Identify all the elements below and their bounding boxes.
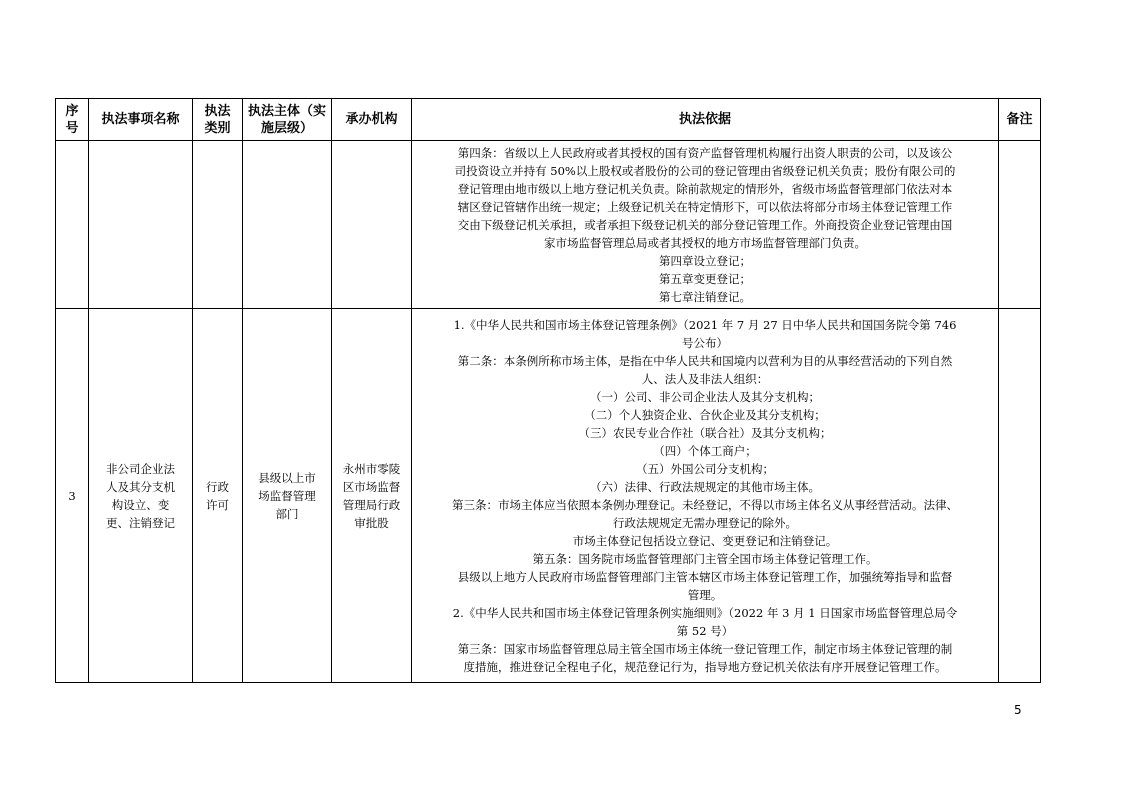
basis-line: （一）公司、非公司企业法人及其分支机构； — [590, 389, 820, 404]
agency-cell — [332, 141, 412, 309]
basis-line: 人、法人及非法人组织： — [641, 371, 769, 386]
basis-line: 市场主体登记包括设立登记、变更登记和注销登记。 — [572, 533, 838, 548]
remark-cell — [999, 309, 1041, 683]
basis-line: 第三条：国家市场监督管理总局主管全国市场主体统一登记管理工作，制定市场主体登记管理的制 — [457, 641, 953, 656]
basis-line: 登记管理由地市级以上地方登记机关负责。除前款规定的情形外，省级市场监督管理部门依法对本 — [457, 181, 953, 196]
header-category: 执法类别 — [193, 99, 243, 141]
subject-cell — [243, 141, 332, 309]
basis-line: 第二条：本条例所称市场主体，是指在中华人民共和国境内以营利为目的从事经营活动的下列自然 — [457, 353, 953, 368]
basis-line: （二）个人独资企业、合伙企业及其分支机构； — [584, 407, 826, 422]
seq-cell — [56, 141, 89, 309]
header-subject: 执法主体（实施层级） — [243, 99, 332, 141]
basis-line: 行政法规规定无需办理登记的除外。 — [613, 515, 797, 530]
basis-line: 第四条：省级以上人民政府或者其授权的国有资产监督管理机构履行出资人职责的公司，以及该公 — [457, 145, 953, 160]
enforcement-items-table — [55, 98, 1041, 683]
basis-line: （三）农民专业合作社（联合社）及其分支机构； — [578, 425, 832, 440]
category-cell — [193, 141, 243, 309]
basis-line: 第四章设立登记； — [659, 253, 751, 268]
seq-cell: 3 — [56, 309, 89, 683]
header-item-name: 执法事项名称 — [89, 99, 193, 141]
basis-line: 县级以上地方人民政府市场监督管理部门主管本辖区市场主体登记管理工作，加强统筹指导和监督 — [457, 569, 953, 584]
table-row — [56, 141, 1041, 309]
basis-line: 度措施，推进登记全程电子化，规范登记行为，指导地方登记机关依法有序开展登记管理工作。 — [463, 659, 947, 674]
basis-line: 管理。 — [687, 587, 723, 602]
basis-line: 1.《中华人民共和国市场主体登记管理条例》（2021 年 7 月 27 日中华人民共和国国务院令第 746 — [453, 317, 957, 332]
basis-line: （四）个体工商户； — [653, 443, 757, 458]
remark-cell — [999, 141, 1041, 309]
basis-line: 第五章变更登记； — [659, 271, 751, 286]
table-header-row — [56, 99, 1041, 141]
basis-line: 第五条：国务院市场监督管理部门主管全国市场主体登记管理工作。 — [532, 551, 878, 566]
basis-line: 家市场监督管理总局或者其授权的地方市场监督管理部门负责。 — [544, 235, 866, 250]
page-number: 5 — [1014, 703, 1022, 717]
basis-line: 号公布） — [682, 335, 728, 350]
header-basis: 执法依据 — [412, 99, 999, 141]
basis-line: （五）外国公司分支机构； — [636, 461, 774, 476]
basis-line: 第七章注销登记。 — [659, 289, 751, 304]
header-seq: 序号 — [56, 99, 89, 141]
agency-cell: 永州市零陵区市场监督管理局行政审批股 — [332, 309, 412, 683]
header-agency: 承办机构 — [332, 99, 412, 141]
basis-line: 辖区登记管辖作出统一规定；上级登记机关在特定情形下，可以依法将部分市场主体登记管理工作 — [457, 199, 953, 214]
basis-line: 2.《中华人民共和国市场主体登记管理条例实施细则》（2022 年 3 月 1 日国家市场监督管理总局令 — [452, 605, 958, 620]
category-cell: 行政许可 — [193, 309, 243, 683]
item-name-cell — [89, 141, 193, 309]
basis-line: 司投资设立并持有 50%以上股权或者股份的公司的登记管理由省级登记机关负责；股份有限公司的 — [454, 163, 956, 178]
subject-cell: 县级以上市场监督管理部门 — [243, 309, 332, 683]
basis-cell — [412, 309, 999, 683]
basis-cell — [412, 141, 999, 309]
header-remark: 备注 — [999, 99, 1041, 141]
basis-line: 交由下级登记机关承担，或者承担下级登记机关的部分登记管理工作。外商投资企业登记管理由国 — [457, 217, 953, 232]
basis-line: （六）法律、行政法规规定的其他市场主体。 — [590, 479, 820, 494]
basis-line: 第三条：市场主体应当依照本条例办理登记。未经登记，不得以市场主体名义从事经营活动。法律、 — [452, 497, 958, 512]
table-row — [56, 309, 1041, 683]
basis-line: 第 52 号） — [676, 623, 734, 638]
item-name-cell: 非公司企业法人及其分支机构设立、变更、注销登记 — [89, 309, 193, 683]
